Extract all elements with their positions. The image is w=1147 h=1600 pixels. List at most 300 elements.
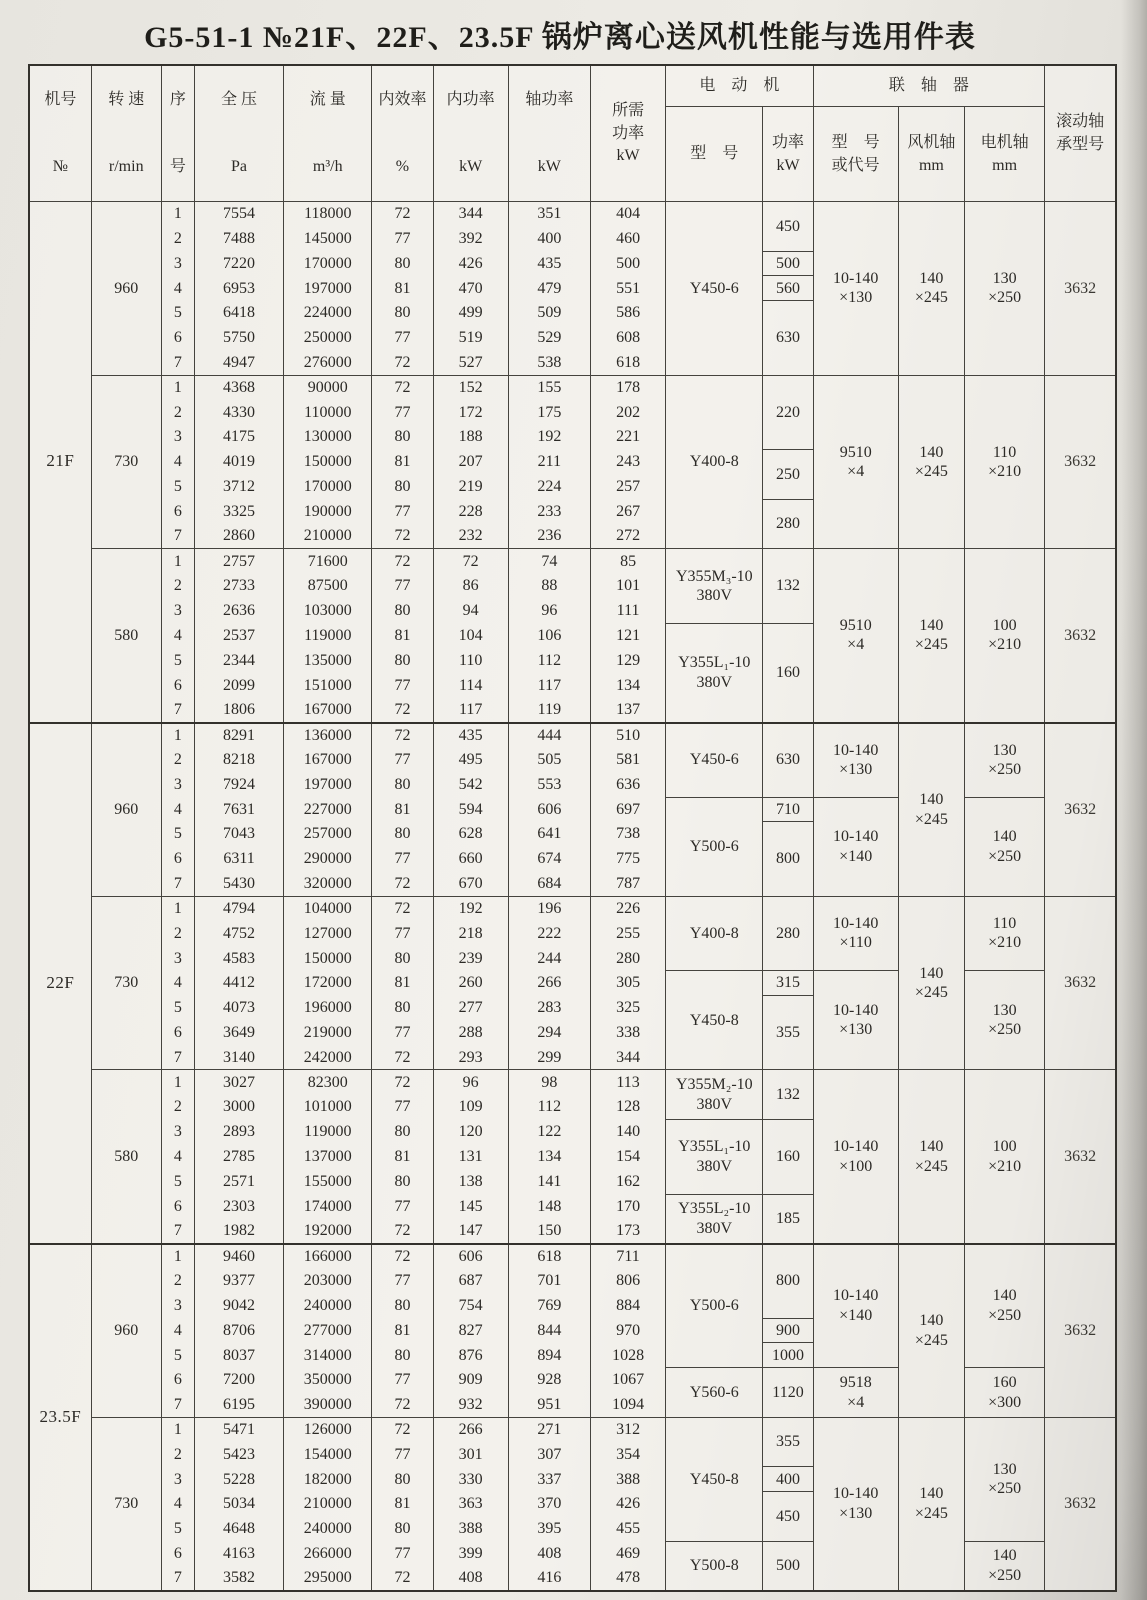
motor-model-cell-line: Y400-8 bbox=[689, 924, 739, 942]
seq-cell: 3 bbox=[161, 946, 194, 971]
seq-cell: 4 bbox=[161, 450, 194, 475]
internal-power-cell: 72 bbox=[433, 549, 508, 574]
motor-shaft-cell-line: 110 bbox=[992, 914, 1017, 932]
motor-power-cell bbox=[763, 623, 813, 722]
motor-shaft-cell-line: ×210 bbox=[988, 934, 1022, 952]
pressure-cell: 3027 bbox=[194, 1070, 283, 1095]
header-motor-group: 电 动 机 bbox=[666, 65, 813, 107]
motor-shaft-cell-line: 130 bbox=[992, 1460, 1017, 1478]
efficiency-cell: 77 bbox=[372, 400, 433, 425]
seq-cell: 4 bbox=[161, 623, 194, 648]
seq-cell: 2 bbox=[161, 226, 194, 251]
speed-cell: 730 bbox=[91, 375, 161, 549]
internal-power-cell: 876 bbox=[433, 1343, 508, 1368]
table-header bbox=[29, 65, 1116, 202]
motor-power-cell bbox=[763, 797, 813, 822]
shaft-power-cell: 408 bbox=[508, 1541, 590, 1566]
coupling-model-cell-line: 10-140 bbox=[833, 1287, 879, 1305]
bearing-cell bbox=[1045, 723, 1116, 897]
motor-model-cell-line: Y355L₁-10 bbox=[678, 1138, 751, 1156]
motor-shaft-cell bbox=[964, 202, 1044, 376]
required-power-cell: 280 bbox=[590, 946, 665, 971]
pressure-cell: 2733 bbox=[194, 574, 283, 599]
required-power-cell: 775 bbox=[590, 847, 665, 872]
motor-shaft-cell bbox=[964, 797, 1044, 896]
fan-shaft-cell-line: 140 bbox=[919, 616, 944, 634]
internal-power-cell: 426 bbox=[433, 251, 508, 276]
motor-power-cell-line: 400 bbox=[776, 1470, 800, 1488]
pressure-cell: 7488 bbox=[194, 226, 283, 251]
motor-model-cell bbox=[666, 202, 763, 376]
flow-cell: 250000 bbox=[284, 326, 372, 351]
header-shaft-power-line: kW bbox=[537, 158, 561, 176]
seq-cell: 7 bbox=[161, 698, 194, 723]
header-required-power-line: kW bbox=[616, 147, 640, 165]
header-motor-model bbox=[666, 107, 763, 202]
motor-power-cell-line: 160 bbox=[776, 663, 800, 681]
required-power-cell: 586 bbox=[590, 301, 665, 326]
coupling-model-cell-line: 10-140 bbox=[833, 1138, 879, 1156]
coupling-model-cell bbox=[813, 723, 898, 797]
seq-cell: 2 bbox=[161, 1268, 194, 1293]
motor-power-cell bbox=[763, 1541, 813, 1591]
pressure-cell: 4163 bbox=[194, 1541, 283, 1566]
flow-cell: 192000 bbox=[284, 1219, 372, 1244]
efficiency-cell: 80 bbox=[372, 599, 433, 624]
motor-power-cell-line: 280 bbox=[776, 515, 800, 533]
efficiency-cell: 72 bbox=[372, 1566, 433, 1591]
seq-cell: 6 bbox=[161, 1368, 194, 1393]
header-coupling-model-line: 型 号 bbox=[831, 133, 880, 151]
seq-cell: 5 bbox=[161, 996, 194, 1021]
header-internal-power-line: 内功率 bbox=[446, 90, 495, 108]
internal-power-cell: 827 bbox=[433, 1318, 508, 1343]
motor-power-cell bbox=[763, 1492, 813, 1542]
flow-cell: 182000 bbox=[284, 1467, 372, 1492]
internal-power-cell: 138 bbox=[433, 1169, 508, 1194]
efficiency-cell: 80 bbox=[372, 648, 433, 673]
flow-cell: 276000 bbox=[284, 350, 372, 375]
flow-cell: 130000 bbox=[284, 425, 372, 450]
fan-shaft-cell-line: 140 bbox=[919, 1138, 944, 1156]
pressure-cell: 3140 bbox=[194, 1045, 283, 1070]
pressure-cell: 9460 bbox=[194, 1244, 283, 1269]
shaft-power-cell: 894 bbox=[508, 1343, 590, 1368]
seq-cell: 4 bbox=[161, 1144, 194, 1169]
header-required-power-line: 功率 bbox=[612, 124, 645, 142]
flow-cell: 82300 bbox=[284, 1070, 372, 1095]
flow-cell: 196000 bbox=[284, 996, 372, 1021]
required-power-cell: 354 bbox=[590, 1442, 665, 1467]
seq-cell: 1 bbox=[161, 1417, 194, 1442]
required-power-cell: 257 bbox=[590, 474, 665, 499]
shaft-power-cell: 155 bbox=[508, 375, 590, 400]
seq-cell: 4 bbox=[161, 971, 194, 996]
efficiency-cell: 81 bbox=[372, 276, 433, 301]
efficiency-cell: 77 bbox=[372, 1194, 433, 1219]
bearing-cell-line: 3632 bbox=[1064, 1147, 1097, 1165]
coupling-model-cell-line: ×4 bbox=[847, 1393, 865, 1411]
pressure-cell: 4175 bbox=[194, 425, 283, 450]
internal-power-cell: 909 bbox=[433, 1368, 508, 1393]
seq-cell: 6 bbox=[161, 326, 194, 351]
fan-shaft-cell-line: 140 bbox=[919, 1312, 944, 1330]
internal-power-cell: 499 bbox=[433, 301, 508, 326]
fan-shaft-cell bbox=[898, 1244, 964, 1418]
pressure-cell: 2571 bbox=[194, 1169, 283, 1194]
motor-model-cell-line: Y450-6 bbox=[689, 751, 739, 769]
required-power-cell: 404 bbox=[590, 202, 665, 227]
motor-power-cell-line: 280 bbox=[776, 924, 800, 942]
seq-cell: 2 bbox=[161, 1095, 194, 1120]
shaft-power-cell: 928 bbox=[508, 1368, 590, 1393]
pressure-cell: 5430 bbox=[194, 871, 283, 896]
motor-power-cell-line: 450 bbox=[776, 1507, 800, 1525]
header-flow bbox=[284, 65, 372, 202]
motor-shaft-cell-line: ×250 bbox=[988, 289, 1022, 307]
speed-cell: 960 bbox=[91, 1244, 161, 1418]
efficiency-cell: 72 bbox=[372, 350, 433, 375]
shaft-power-cell: 211 bbox=[508, 450, 590, 475]
motor-shaft-cell-line: 160 bbox=[992, 1373, 1017, 1391]
seq-cell: 5 bbox=[161, 474, 194, 499]
fan-shaft-cell bbox=[898, 375, 964, 549]
seq-cell: 5 bbox=[161, 822, 194, 847]
pressure-cell: 8218 bbox=[194, 747, 283, 772]
motor-power-cell-line: 315 bbox=[776, 974, 800, 992]
shaft-power-cell: 395 bbox=[508, 1517, 590, 1542]
required-power-cell: 500 bbox=[590, 251, 665, 276]
pressure-cell: 7924 bbox=[194, 772, 283, 797]
shaft-power-cell: 244 bbox=[508, 946, 590, 971]
required-power-cell: 101 bbox=[590, 574, 665, 599]
shaft-power-cell: 435 bbox=[508, 251, 590, 276]
seq-cell: 7 bbox=[161, 1393, 194, 1418]
efficiency-cell: 77 bbox=[372, 1368, 433, 1393]
flow-cell: 110000 bbox=[284, 400, 372, 425]
motor-model-cell bbox=[666, 375, 763, 549]
seq-cell: 6 bbox=[161, 499, 194, 524]
shaft-power-cell: 112 bbox=[508, 1095, 590, 1120]
coupling-model-cell-line: ×4 bbox=[847, 463, 865, 481]
motor-model-cell-line: Y355L₁-10 bbox=[678, 654, 751, 672]
coupling-model-cell-line: 9518 bbox=[839, 1373, 872, 1391]
header-flow-line: m³/h bbox=[312, 158, 343, 176]
pressure-cell: 7554 bbox=[194, 202, 283, 227]
flow-cell: 290000 bbox=[284, 847, 372, 872]
required-power-cell: 388 bbox=[590, 1467, 665, 1492]
efficiency-cell: 80 bbox=[372, 1120, 433, 1145]
pressure-cell: 8706 bbox=[194, 1318, 283, 1343]
seq-cell: 3 bbox=[161, 1293, 194, 1318]
efficiency-cell: 72 bbox=[372, 896, 433, 921]
efficiency-cell: 72 bbox=[372, 1219, 433, 1244]
header-speed-line: 转 速 bbox=[108, 90, 145, 108]
motor-model-cell bbox=[666, 549, 763, 623]
motor-power-cell bbox=[763, 375, 813, 449]
seq-cell: 7 bbox=[161, 524, 194, 549]
motor-power-cell-line: 630 bbox=[776, 329, 800, 347]
header-pressure bbox=[194, 65, 283, 202]
shaft-power-cell: 701 bbox=[508, 1268, 590, 1293]
shaft-power-cell: 351 bbox=[508, 202, 590, 227]
required-power-cell: 697 bbox=[590, 797, 665, 822]
pressure-cell: 2537 bbox=[194, 623, 283, 648]
efficiency-cell: 80 bbox=[372, 996, 433, 1021]
pressure-cell: 4947 bbox=[194, 350, 283, 375]
seq-cell: 1 bbox=[161, 375, 194, 400]
efficiency-cell: 80 bbox=[372, 301, 433, 326]
coupling-model-cell-line: 10-140 bbox=[833, 1485, 879, 1503]
coupling-model-cell-line: ×140 bbox=[839, 1306, 873, 1324]
page-gutter-shadow bbox=[1121, 0, 1147, 1600]
pressure-cell: 4752 bbox=[194, 921, 283, 946]
efficiency-cell: 81 bbox=[372, 623, 433, 648]
pressure-cell: 3649 bbox=[194, 1020, 283, 1045]
fan-shaft-cell-line: ×245 bbox=[914, 1157, 948, 1175]
coupling-model-cell bbox=[813, 1244, 898, 1368]
bearing-cell-line: 3632 bbox=[1064, 279, 1097, 297]
header-machine-no-line: № bbox=[52, 158, 68, 176]
shaft-power-cell: 505 bbox=[508, 747, 590, 772]
bearing-cell bbox=[1045, 1070, 1116, 1244]
motor-power-cell bbox=[763, 996, 813, 1070]
motor-shaft-cell-line: ×210 bbox=[988, 1157, 1022, 1175]
pressure-cell: 3000 bbox=[194, 1095, 283, 1120]
pressure-cell: 8291 bbox=[194, 723, 283, 748]
flow-cell: 150000 bbox=[284, 450, 372, 475]
header-coupling-model bbox=[813, 107, 898, 202]
header-seq-line: 号 bbox=[169, 158, 186, 176]
shaft-power-cell: 674 bbox=[508, 847, 590, 872]
coupling-model-cell-line: 10-140 bbox=[833, 269, 879, 287]
shaft-power-cell: 416 bbox=[508, 1566, 590, 1591]
motor-model-cell bbox=[666, 797, 763, 896]
seq-cell: 5 bbox=[161, 648, 194, 673]
seq-cell: 2 bbox=[161, 574, 194, 599]
pressure-cell: 7200 bbox=[194, 1368, 283, 1393]
pressure-cell: 3712 bbox=[194, 474, 283, 499]
shaft-power-cell: 271 bbox=[508, 1417, 590, 1442]
efficiency-cell: 77 bbox=[372, 226, 433, 251]
flow-cell: 219000 bbox=[284, 1020, 372, 1045]
header-machine-no bbox=[29, 65, 91, 202]
seq-cell: 4 bbox=[161, 1492, 194, 1517]
seq-cell: 3 bbox=[161, 425, 194, 450]
required-power-cell: 426 bbox=[590, 1492, 665, 1517]
internal-power-cell: 606 bbox=[433, 1244, 508, 1269]
machine-cell: 23.5F bbox=[29, 1244, 91, 1591]
motor-power-cell bbox=[763, 1417, 813, 1467]
flow-cell: 190000 bbox=[284, 499, 372, 524]
required-power-cell: 129 bbox=[590, 648, 665, 673]
motor-shaft-cell-line: 130 bbox=[992, 269, 1017, 287]
internal-power-cell: 260 bbox=[433, 971, 508, 996]
efficiency-cell: 77 bbox=[372, 747, 433, 772]
shaft-power-cell: 196 bbox=[508, 896, 590, 921]
coupling-model-cell-line: 9510 bbox=[839, 616, 872, 634]
motor-model-cell bbox=[666, 723, 763, 797]
coupling-model-cell bbox=[813, 1070, 898, 1244]
header-bearing bbox=[1045, 65, 1116, 202]
flow-cell: 172000 bbox=[284, 971, 372, 996]
efficiency-cell: 81 bbox=[372, 450, 433, 475]
required-power-cell: 267 bbox=[590, 499, 665, 524]
motor-model-cell-line: Y500-6 bbox=[689, 1297, 739, 1315]
coupling-model-cell-line: 10-140 bbox=[833, 741, 879, 759]
fan-shaft-cell-line: ×245 bbox=[914, 289, 948, 307]
motor-model-cell-line: Y400-8 bbox=[689, 453, 739, 471]
flow-cell: 277000 bbox=[284, 1318, 372, 1343]
shaft-power-cell: 606 bbox=[508, 797, 590, 822]
internal-power-cell: 527 bbox=[433, 350, 508, 375]
fan-shaft-cell-line: ×245 bbox=[914, 1331, 948, 1349]
fan-shaft-cell-line: ×245 bbox=[914, 636, 948, 654]
internal-power-cell: 239 bbox=[433, 946, 508, 971]
internal-power-cell: 754 bbox=[433, 1293, 508, 1318]
motor-power-cell bbox=[763, 971, 813, 996]
flow-cell: 136000 bbox=[284, 723, 372, 748]
flow-cell: 126000 bbox=[284, 1417, 372, 1442]
motor-model-cell bbox=[666, 1541, 763, 1591]
motor-power-cell-line: 220 bbox=[776, 403, 800, 421]
seq-cell: 1 bbox=[161, 1244, 194, 1269]
header-fan-shaft bbox=[898, 107, 964, 202]
header-motor-model-line: 型 号 bbox=[690, 145, 739, 163]
fan-shaft-cell-line: 140 bbox=[919, 964, 944, 982]
shaft-power-cell: 684 bbox=[508, 871, 590, 896]
motor-shaft-cell-line: 140 bbox=[992, 1547, 1017, 1565]
flow-cell: 240000 bbox=[284, 1517, 372, 1542]
motor-power-cell-line: 1120 bbox=[772, 1383, 804, 1401]
pressure-cell: 4583 bbox=[194, 946, 283, 971]
shaft-power-cell: 618 bbox=[508, 1244, 590, 1269]
efficiency-cell: 72 bbox=[372, 375, 433, 400]
speed-cell: 730 bbox=[91, 896, 161, 1070]
bearing-cell-line: 3632 bbox=[1064, 1321, 1097, 1339]
internal-power-cell: 392 bbox=[433, 226, 508, 251]
pressure-cell: 2757 bbox=[194, 549, 283, 574]
fan-shaft-cell-line: 140 bbox=[919, 269, 944, 287]
header-efficiency-line: 内效率 bbox=[378, 90, 427, 108]
internal-power-cell: 131 bbox=[433, 1144, 508, 1169]
required-power-cell: 178 bbox=[590, 375, 665, 400]
flow-cell: 390000 bbox=[284, 1393, 372, 1418]
flow-cell: 257000 bbox=[284, 822, 372, 847]
seq-cell: 6 bbox=[161, 1194, 194, 1219]
pressure-cell: 2344 bbox=[194, 648, 283, 673]
internal-power-cell: 218 bbox=[433, 921, 508, 946]
pressure-cell: 7631 bbox=[194, 797, 283, 822]
shaft-power-cell: 122 bbox=[508, 1120, 590, 1145]
bearing-cell bbox=[1045, 202, 1116, 376]
header-motor-shaft-line: 电机轴 bbox=[980, 133, 1029, 151]
motor-shaft-cell bbox=[964, 375, 1044, 549]
required-power-cell: 113 bbox=[590, 1070, 665, 1095]
efficiency-cell: 77 bbox=[372, 921, 433, 946]
required-power-cell: 469 bbox=[590, 1541, 665, 1566]
efficiency-cell: 77 bbox=[372, 1541, 433, 1566]
required-power-cell: 1028 bbox=[590, 1343, 665, 1368]
required-power-cell: 111 bbox=[590, 599, 665, 624]
fan-shaft-cell bbox=[898, 202, 964, 376]
pressure-cell: 4412 bbox=[194, 971, 283, 996]
motor-power-cell bbox=[763, 251, 813, 276]
fan-shaft-cell-line: ×245 bbox=[914, 984, 948, 1002]
bearing-cell-line: 3632 bbox=[1064, 1495, 1097, 1513]
required-power-cell: 1094 bbox=[590, 1393, 665, 1418]
pressure-cell: 6195 bbox=[194, 1393, 283, 1418]
pressure-cell: 5034 bbox=[194, 1492, 283, 1517]
pressure-cell: 9377 bbox=[194, 1268, 283, 1293]
efficiency-cell: 72 bbox=[372, 871, 433, 896]
efficiency-cell: 77 bbox=[372, 1268, 433, 1293]
required-power-cell: 243 bbox=[590, 450, 665, 475]
required-power-cell: 551 bbox=[590, 276, 665, 301]
flow-cell: 166000 bbox=[284, 1244, 372, 1269]
header-shaft-power-line: 轴功率 bbox=[525, 90, 574, 108]
shaft-power-cell: 951 bbox=[508, 1393, 590, 1418]
seq-cell: 5 bbox=[161, 1517, 194, 1542]
seq-cell: 6 bbox=[161, 847, 194, 872]
coupling-model-cell bbox=[813, 896, 898, 970]
motor-power-cell-line: 450 bbox=[776, 217, 800, 235]
flow-cell: 104000 bbox=[284, 896, 372, 921]
seq-cell: 3 bbox=[161, 1120, 194, 1145]
seq-cell: 3 bbox=[161, 599, 194, 624]
flow-cell: 118000 bbox=[284, 202, 372, 227]
internal-power-cell: 152 bbox=[433, 375, 508, 400]
required-power-cell: 312 bbox=[590, 1417, 665, 1442]
internal-power-cell: 277 bbox=[433, 996, 508, 1021]
flow-cell: 314000 bbox=[284, 1343, 372, 1368]
coupling-model-cell bbox=[813, 1417, 898, 1591]
header-seq-line: 序 bbox=[169, 90, 186, 108]
pressure-cell: 6418 bbox=[194, 301, 283, 326]
coupling-model-cell-line: ×130 bbox=[839, 1504, 873, 1522]
efficiency-cell: 72 bbox=[372, 1244, 433, 1269]
shaft-power-cell: 224 bbox=[508, 474, 590, 499]
motor-power-cell-line: 500 bbox=[776, 1557, 800, 1575]
pressure-cell: 5471 bbox=[194, 1417, 283, 1442]
motor-model-cell bbox=[666, 623, 763, 722]
flow-cell: 119000 bbox=[284, 1120, 372, 1145]
seq-cell: 5 bbox=[161, 301, 194, 326]
motor-model-cell bbox=[666, 1120, 763, 1194]
shaft-power-cell: 307 bbox=[508, 1442, 590, 1467]
seq-cell: 6 bbox=[161, 1020, 194, 1045]
fan-shaft-cell-line: 140 bbox=[919, 1485, 944, 1503]
seq-cell: 2 bbox=[161, 400, 194, 425]
shaft-power-cell: 150 bbox=[508, 1219, 590, 1244]
efficiency-cell: 72 bbox=[372, 549, 433, 574]
motor-power-cell bbox=[763, 1467, 813, 1492]
internal-power-cell: 120 bbox=[433, 1120, 508, 1145]
header-internal-power-line: kW bbox=[459, 158, 483, 176]
coupling-model-cell-line: ×130 bbox=[839, 289, 873, 307]
flow-cell: 145000 bbox=[284, 226, 372, 251]
internal-power-cell: 594 bbox=[433, 797, 508, 822]
header-internal-power bbox=[433, 65, 508, 202]
efficiency-cell: 77 bbox=[372, 574, 433, 599]
bearing-cell-line: 3632 bbox=[1064, 626, 1097, 644]
header-motor-shaft bbox=[964, 107, 1044, 202]
required-power-cell: 970 bbox=[590, 1318, 665, 1343]
pressure-cell: 1982 bbox=[194, 1219, 283, 1244]
flow-cell: 295000 bbox=[284, 1566, 372, 1591]
efficiency-cell: 80 bbox=[372, 946, 433, 971]
required-power-cell: 455 bbox=[590, 1517, 665, 1542]
